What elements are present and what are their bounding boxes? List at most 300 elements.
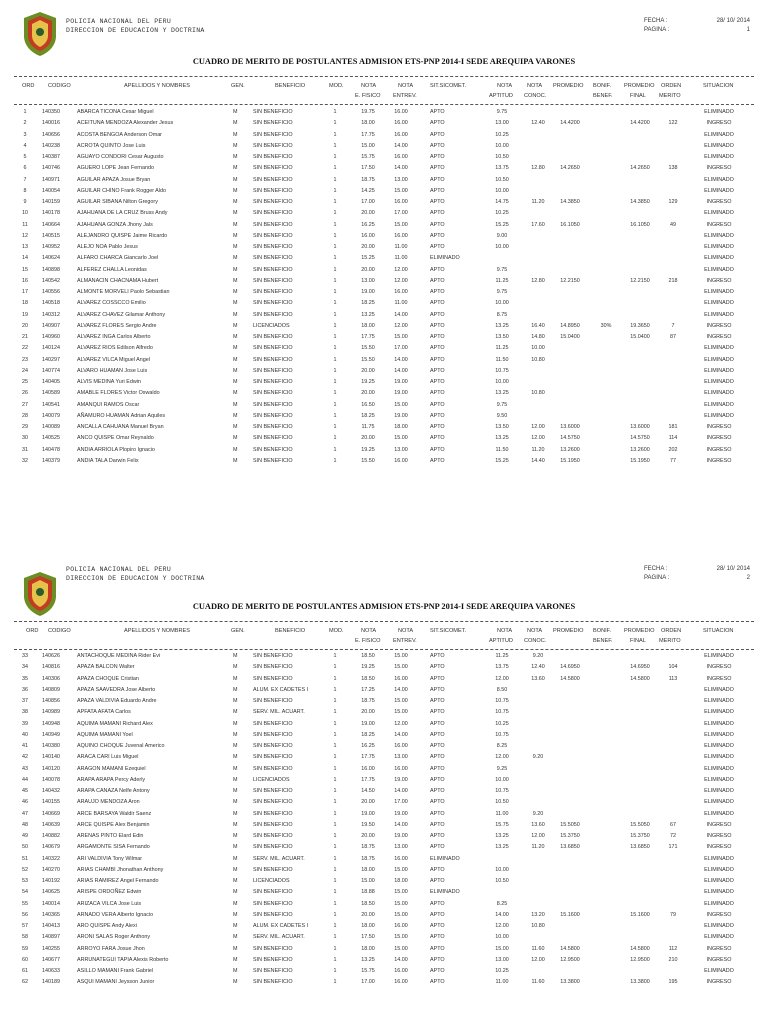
cell-codigo: 140192 [42, 878, 60, 884]
cell-modalidad: 1 [333, 210, 337, 217]
cell-situacion: INGRESO [706, 120, 732, 127]
cell-codigo: 140365 [42, 911, 60, 918]
cell-nota-aptitud: 10.25 [495, 720, 509, 727]
cell-sit-sicomet: APTO [430, 311, 445, 318]
cell-nota-fisico: 20.00 [361, 833, 375, 839]
cell-nota-entrevista: 19.00 [394, 810, 408, 817]
cell-modalidad: 1 [333, 187, 337, 194]
col-orden: ORDEN [661, 83, 682, 89]
cell-nota-fisico: 14.25 [361, 187, 375, 194]
cell-modalidad: 1 [333, 754, 337, 761]
cell-codigo: 140677 [42, 956, 60, 963]
cell-nombre: APAZA SAAVEDRA Jose Alberto [77, 686, 156, 693]
cell-sit-sicomet: APTO [430, 776, 445, 783]
col-situacion: SITUACION [703, 83, 734, 89]
cell-beneficio: ALUM. EX CADETES I [253, 923, 309, 929]
cell-orden-merito: 112 [668, 945, 678, 952]
cell-beneficio: SIN BENEFICIO [253, 266, 293, 273]
cell-codigo: 140816 [42, 664, 60, 671]
cell-sit-sicomet: APTO [430, 345, 445, 352]
table-row [0, 706, 768, 717]
cell-beneficio: SIN BENEFICIO [253, 844, 293, 851]
cell-situacion: INGRESO [706, 424, 732, 430]
cell-genero: M [233, 844, 238, 851]
table-row [0, 264, 768, 275]
cell-ord: 61 [22, 968, 28, 974]
pagina-value: 1 [746, 27, 750, 33]
cell-modalidad: 1 [333, 889, 337, 896]
cell-orden-merito: 122 [668, 120, 678, 127]
cell-nota-fisico: 13.00 [361, 277, 375, 284]
cell-modalidad: 1 [333, 923, 337, 929]
col-nota-ef-sub: E. FISICO [355, 93, 381, 99]
cell-nota-fisico: 20.00 [361, 799, 375, 806]
cell-nota-aptitud: 14.00 [495, 911, 509, 918]
cell-situacion: ELIMINADO [704, 720, 734, 727]
cell-genero: M [233, 244, 238, 250]
cell-situacion: INGRESO [706, 457, 732, 464]
cell-nota-aptitud: 13.25 [495, 844, 509, 851]
cell-nombre: ANCO QUISPE Omar Reynaldo [77, 435, 154, 442]
cell-nota-aptitud: 15.75 [495, 821, 509, 828]
cell-nota-aptitud: 9.75 [496, 401, 508, 408]
cell-ord: 60 [22, 956, 28, 963]
cell-genero: M [233, 322, 238, 329]
table-row [0, 875, 768, 886]
cell-ord: 36 [22, 686, 28, 693]
cell-genero: M [233, 379, 238, 385]
cell-nombre: ARENAS PINTO Elard Edin [77, 833, 144, 839]
cell-nombre: ARIAS CHAMBI Jhonathan Anthony [77, 866, 164, 873]
cell-situacion: ELIMINADO [704, 142, 734, 149]
cell-promedio-final: 15.5050 [630, 821, 650, 828]
col-nota-en-sub: ENTREV. [393, 93, 417, 99]
cell-sit-sicomet: APTO [430, 878, 445, 884]
table-row [0, 162, 768, 173]
cell-sit-sicomet: APTO [430, 686, 445, 693]
cell-nota-conocimiento: 16.40 [531, 322, 545, 329]
cell-codigo: 140387 [42, 154, 60, 160]
cell-modalidad: 1 [333, 743, 337, 749]
cell-sit-sicomet: APTO [430, 390, 445, 397]
cell-nota-aptitud: 10.75 [495, 709, 509, 716]
divider [14, 76, 754, 77]
cell-sit-sicomet: APTO [430, 698, 445, 704]
cell-nombre: ALVAREZ FLORES Sergio Andre [77, 322, 157, 329]
table-row [0, 241, 768, 252]
cell-situacion: ELIMINADO [704, 176, 734, 183]
cell-codigo: 140078 [42, 776, 60, 783]
table-row [0, 943, 768, 954]
col-orden-sub: MERITO [659, 93, 681, 99]
cell-nota-conocimiento: 13.60 [531, 675, 545, 682]
cell-orden-merito: 210 [668, 956, 678, 963]
cell-codigo: 140089 [42, 424, 60, 430]
cell-beneficio: SIN BENEFICIO [253, 698, 293, 704]
cell-situacion: ELIMINADO [704, 878, 734, 884]
col-mod: MOD. [329, 628, 344, 634]
cell-situacion: ELIMINADO [704, 765, 734, 772]
cell-orden-merito: 181 [668, 424, 678, 430]
cell-codigo: 140882 [42, 833, 60, 839]
cell-promedio-final: 19.3650 [630, 322, 650, 329]
cell-nota-entrevista: 19.00 [394, 833, 408, 839]
cell-nombre: AQUINO CHOQUE Juvenal Americo [77, 743, 165, 749]
cell-sit-sicomet: APTO [430, 799, 445, 806]
cell-codigo: 140014 [42, 900, 60, 907]
cell-situacion: ELIMINADO [704, 776, 734, 783]
cell-beneficio: SIN BENEFICIO [253, 176, 293, 183]
col-beneficio: BENEFICIO [275, 628, 306, 634]
cell-promedio-final: 15.3750 [630, 833, 650, 839]
cell-beneficio: SIN BENEFICIO [253, 435, 293, 442]
cell-beneficio: SIN BENEFICIO [253, 788, 293, 794]
cell-situacion: ELIMINADO [704, 345, 734, 352]
cell-nota-aptitud: 11.50 [495, 446, 509, 453]
cell-beneficio: SIN BENEFICIO [253, 446, 293, 453]
cell-modalidad: 1 [333, 120, 337, 127]
table-row [0, 864, 768, 875]
cell-codigo: 140155 [42, 799, 60, 806]
cell-modalidad: 1 [333, 199, 337, 205]
cell-nota-fisico: 18.88 [361, 889, 375, 896]
cell-nombre: APAZA CHOQUE Cristian [77, 675, 139, 682]
cell-genero: M [233, 266, 238, 273]
cell-modalidad: 1 [333, 900, 337, 907]
cell-codigo: 140518 [42, 300, 60, 307]
table-row [0, 920, 768, 931]
table-row [0, 819, 768, 830]
cell-promedio: 15.1600 [560, 911, 580, 918]
cell-nombre: ASQUI MAMANI Jeysson Junior [77, 979, 155, 986]
cell-nota-fisico: 20.00 [361, 435, 375, 442]
cell-orden-merito: 77 [670, 457, 676, 464]
organization-name [66, 17, 205, 35]
cell-sit-sicomet: APTO [430, 401, 445, 408]
cell-codigo: 140556 [42, 289, 60, 295]
col-nota-ap-sub: APTITUD [489, 638, 513, 644]
cell-nota-fisico: 18.75 [361, 176, 375, 183]
divider [14, 104, 754, 105]
cell-modalidad: 1 [333, 799, 337, 806]
cell-nombre: ARAPA CANAZA Nelfe Antony [77, 788, 150, 794]
cell-nombre: AGUAYO CONDORI Cesar Augusto [77, 154, 164, 160]
cell-codigo: 140948 [42, 720, 60, 727]
cell-beneficio: SIN BENEFICIO [253, 187, 293, 194]
col-nota-ap: NOTA [497, 628, 513, 634]
table-row [0, 106, 768, 117]
cell-promedio: 14.8950 [560, 322, 580, 329]
cell-nota-entrevista: 13.00 [394, 176, 408, 183]
cell-genero: M [233, 945, 238, 952]
cell-sit-sicomet: APTO [430, 754, 445, 761]
cell-sit-sicomet: APTO [430, 187, 445, 194]
cell-ord: 9 [23, 199, 27, 205]
cell-beneficio: SIN BENEFICIO [253, 401, 293, 408]
cell-situacion: ELIMINADO [704, 788, 734, 794]
table-row [0, 729, 768, 740]
cell-situacion: INGRESO [706, 165, 732, 172]
cell-sit-sicomet: APTO [430, 131, 445, 138]
cell-modalidad: 1 [333, 956, 337, 963]
cell-ord: 50 [22, 844, 28, 851]
cell-modalidad: 1 [333, 968, 337, 974]
cell-nota-aptitud: 8.25 [496, 743, 508, 749]
cell-nombre: AGUILAR APAZA Josue Bryan [77, 176, 151, 183]
cell-nota-fisico: 18.00 [361, 923, 375, 929]
cell-beneficio: SERV. MIL. ACUART. [253, 855, 305, 862]
col-bonif: BONIF. [593, 628, 612, 634]
cell-nota-fisico: 18.50 [361, 653, 375, 659]
cell-situacion: ELIMINADO [704, 900, 734, 907]
divider [14, 621, 754, 622]
cell-situacion: ELIMINADO [704, 356, 734, 363]
cell-sit-sicomet: APTO [430, 720, 445, 727]
police-crest-logo [20, 10, 60, 58]
cell-promedio: 12.2150 [560, 277, 580, 284]
cell-sit-sicomet: ELIMINADO [430, 855, 460, 862]
col-nota-ef-sub: E. FISICO [355, 638, 381, 644]
cell-nombre: ARIAS RAMIREZ Angel Fernando [77, 878, 159, 884]
cell-beneficio: SIN BENEFICIO [253, 653, 293, 659]
col-beneficio: BENEFICIO [275, 83, 306, 89]
cell-beneficio: SIN BENEFICIO [253, 956, 293, 963]
cell-nota-entrevista: 14.00 [394, 731, 408, 738]
cell-nombre: ALVIS MEDINA Yuri Edwin [77, 379, 141, 385]
cell-sit-sicomet: APTO [430, 289, 445, 295]
cell-nota-aptitud: 10.75 [495, 788, 509, 794]
cell-situacion: ELIMINADO [704, 232, 734, 239]
cell-sit-sicomet: APTO [430, 334, 445, 340]
table-row [0, 309, 768, 320]
cell-situacion: ELIMINADO [704, 968, 734, 974]
cell-nota-conocimiento: 11.60 [531, 979, 545, 986]
cell-situacion: ELIMINADO [704, 210, 734, 217]
cell-nota-conocimiento: 9.20 [532, 810, 544, 817]
cell-nombre: ALVAREZ RIOS Edilson Alfredo [77, 345, 153, 352]
cell-nota-fisico: 14.50 [361, 788, 375, 794]
table-row [0, 808, 768, 819]
cell-sit-sicomet: APTO [430, 379, 445, 385]
cell-orden-merito: 49 [670, 221, 676, 228]
cell-orden-merito: 114 [668, 435, 678, 442]
cell-nombre: ARCE BARSAYA Waldir Saenz [77, 810, 152, 817]
cell-sit-sicomet: APTO [430, 731, 445, 738]
cell-nota-aptitud: 15.25 [495, 457, 509, 464]
cell-nota-conocimiento: 9.20 [532, 653, 544, 659]
cell-nota-aptitud: 10.50 [495, 878, 509, 884]
cell-situacion: ELIMINADO [704, 866, 734, 873]
cell-nombre: ABARCA TICONA Cesar Miguel [77, 109, 154, 115]
col-prom-final-sub: FINAL [630, 93, 646, 99]
cell-genero: M [233, 334, 238, 340]
cell-situacion: INGRESO [706, 664, 732, 671]
cell-nota-entrevista: 14.00 [394, 956, 408, 963]
cell-sit-sicomet: APTO [430, 232, 445, 239]
cell-nota-aptitud: 11.50 [495, 356, 509, 363]
cell-ord: 25 [22, 379, 28, 385]
cell-codigo: 140159 [42, 199, 60, 205]
cell-nota-entrevista: 15.00 [394, 866, 408, 873]
cell-ord: 46 [22, 799, 28, 806]
cell-nota-entrevista: 15.00 [394, 709, 408, 716]
cell-genero: M [233, 821, 238, 828]
cell-nota-entrevista: 16.00 [394, 131, 408, 138]
cell-situacion: ELIMINADO [704, 131, 734, 138]
org-line-2: DIRECCION DE EDUCACION Y DOCTRINA [66, 27, 205, 34]
cell-nota-fisico: 19.50 [361, 821, 375, 828]
cell-ord: 30 [22, 435, 28, 442]
col-nota-co: NOTA [527, 83, 543, 89]
cell-nota-entrevista: 15.00 [394, 934, 408, 941]
cell-sit-sicomet: APTO [430, 675, 445, 682]
cell-beneficio: LICENCIADOS [253, 322, 290, 329]
cell-nota-aptitud: 10.00 [495, 142, 509, 149]
table-row [0, 774, 768, 785]
cell-nota-entrevista: 16.00 [394, 457, 408, 464]
table-row [0, 673, 768, 684]
cell-genero: M [233, 277, 238, 284]
cell-nota-aptitud: 10.50 [495, 154, 509, 160]
cell-nombre: ANDIA ARRIOLA Plopiro Ignacio [77, 446, 155, 453]
cell-nombre: ARGAMONTE SISA Fernando [77, 844, 150, 851]
cell-nota-conocimiento: 10.80 [531, 923, 545, 929]
cell-nota-conocimiento: 12.00 [531, 956, 545, 963]
cell-nota-entrevista: 13.00 [394, 844, 408, 851]
col-orden: ORDEN [661, 628, 682, 634]
table-row [0, 763, 768, 774]
cell-ord: 53 [22, 878, 28, 884]
cell-codigo: 140322 [42, 855, 60, 862]
cell-nota-fisico: 20.00 [361, 367, 375, 374]
col-nota-ap: NOTA [497, 83, 513, 89]
col-situacion: SITUACION [703, 628, 734, 634]
cell-modalidad: 1 [333, 165, 337, 172]
cell-nombre: ARRUNATEGUI TAPIA Alexis Roberto [77, 956, 169, 963]
cell-modalidad: 1 [333, 457, 337, 464]
cell-nota-entrevista: 11.00 [394, 300, 408, 307]
cell-ord: 19 [22, 311, 28, 318]
table-row [0, 841, 768, 852]
table-row [0, 965, 768, 976]
cell-ord: 55 [22, 900, 28, 907]
cell-beneficio: SIN BENEFICIO [253, 424, 293, 430]
table-row [0, 320, 768, 331]
cell-nota-aptitud: 10.25 [495, 210, 509, 217]
cell-nota-aptitud: 13.00 [495, 956, 509, 963]
cell-promedio: 14.5750 [560, 435, 580, 442]
cell-situacion: ELIMINADO [704, 109, 734, 115]
table-row [0, 196, 768, 207]
cell-codigo: 140350 [42, 109, 60, 115]
cell-nota-fisico: 18.25 [361, 412, 375, 419]
cell-beneficio: SIN BENEFICIO [253, 720, 293, 727]
cell-modalidad: 1 [333, 311, 337, 318]
cell-ord: 48 [22, 821, 28, 828]
cell-sit-sicomet: APTO [430, 154, 445, 160]
cell-modalidad: 1 [333, 142, 337, 149]
cell-promedio: 15.0400 [560, 334, 580, 340]
cell-nota-fisico: 18.75 [361, 855, 375, 862]
cell-genero: M [233, 889, 238, 896]
cell-modalidad: 1 [333, 131, 337, 138]
cell-sit-sicomet: APTO [430, 788, 445, 794]
cell-nota-aptitud: 13.00 [495, 120, 509, 127]
col-nota-ap-sub: APTITUD [489, 93, 513, 99]
cell-ord: 1 [23, 109, 27, 115]
cell-sit-sicomet: APTO [430, 210, 445, 217]
cell-nota-entrevista: 19.00 [394, 379, 408, 385]
col-prom-final: PROMEDIO [624, 83, 655, 89]
cell-ord: 31 [22, 446, 28, 453]
cell-sit-sicomet: APTO [430, 109, 445, 115]
cell-situacion: INGRESO [706, 277, 732, 284]
cell-nombre: AQUIMA MAMANI Yoel [77, 731, 133, 738]
cell-codigo: 140856 [42, 698, 60, 704]
cell-codigo: 140898 [42, 266, 60, 273]
cell-nota-conocimiento: 11.20 [531, 446, 545, 453]
cell-sit-sicomet: APTO [430, 435, 445, 442]
cell-beneficio: SIN BENEFICIO [253, 911, 293, 918]
cell-nota-fisico: 18.00 [361, 945, 375, 952]
cell-nota-entrevista: 14.00 [394, 686, 408, 693]
cell-modalidad: 1 [333, 424, 337, 430]
cell-nota-aptitud: 8.50 [496, 686, 508, 693]
cell-orden-merito: 104 [668, 664, 678, 671]
cell-codigo: 140624 [42, 255, 60, 262]
col-bonif: BONIF. [593, 83, 612, 89]
cell-nota-aptitud: 13.50 [495, 424, 509, 430]
table-row [0, 354, 768, 365]
table-row [0, 830, 768, 841]
cell-sit-sicomet: ELIMINADO [430, 889, 460, 896]
cell-nombre: ARCE QUISPE Alex Benjamin [77, 821, 150, 828]
cell-beneficio: SIN BENEFICIO [253, 356, 293, 363]
cell-ord: 7 [23, 176, 27, 183]
cell-sit-sicomet: ELIMINADO [430, 255, 460, 262]
col-nota-en: NOTA [398, 83, 414, 89]
cell-ord: 45 [22, 788, 28, 794]
col-sit: SIT.SICOMET. [430, 83, 467, 89]
cell-modalidad: 1 [333, 255, 337, 262]
cell-sit-sicomet: APTO [430, 356, 445, 363]
cell-promedio: 13.6000 [560, 424, 580, 430]
cell-beneficio: SIN BENEFICIO [253, 390, 293, 397]
cell-codigo: 140809 [42, 686, 60, 693]
cell-situacion: INGRESO [706, 435, 732, 442]
cell-nota-entrevista: 14.00 [394, 356, 408, 363]
cell-nota-conocimiento: 11.20 [531, 199, 545, 205]
cell-ord: 38 [22, 709, 28, 716]
cell-nota-fisico: 19.75 [361, 109, 375, 115]
table-row [0, 853, 768, 864]
cell-modalidad: 1 [333, 322, 337, 329]
cell-nombre: ARROYO FARA Josue Jhon [77, 945, 145, 952]
cell-modalidad: 1 [333, 154, 337, 160]
cell-nota-conocimiento: 14.80 [531, 334, 545, 340]
table-row [0, 252, 768, 263]
cell-codigo: 140669 [42, 810, 60, 817]
cell-genero: M [233, 878, 238, 884]
col-prom-final-sub: FINAL [630, 638, 646, 644]
cell-beneficio: SIN BENEFICIO [253, 210, 293, 217]
cell-modalidad: 1 [333, 221, 337, 228]
cell-nota-conocimiento: 12.00 [531, 435, 545, 442]
cell-nota-fisico: 15.00 [361, 878, 375, 884]
cell-beneficio: SIN BENEFICIO [253, 131, 293, 138]
cell-nota-fisico: 20.00 [361, 911, 375, 918]
cell-nota-entrevista: 15.00 [394, 653, 408, 659]
